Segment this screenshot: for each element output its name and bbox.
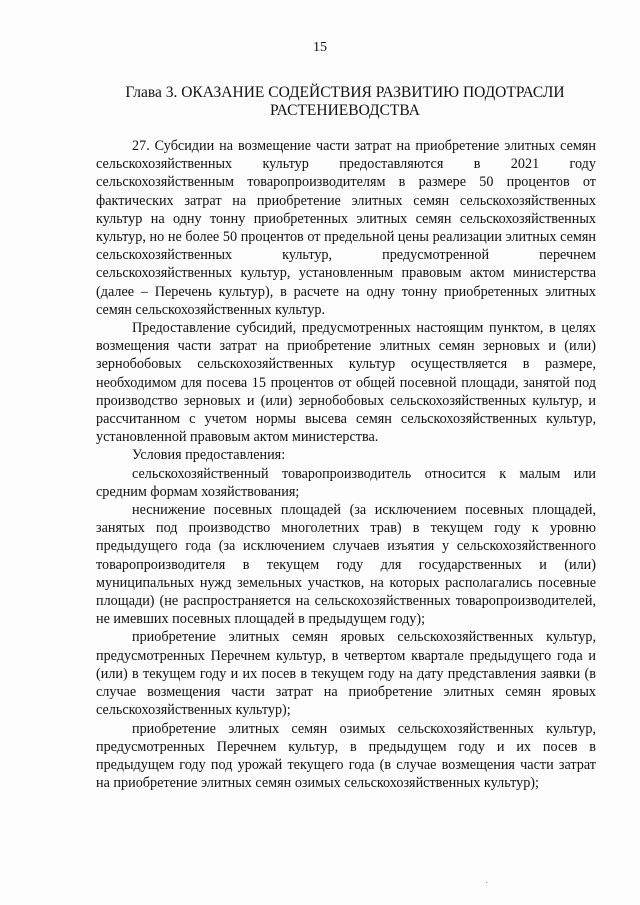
paragraph-subsidy-scope: Предоставление субсидий, предусмотренных настоящим пунктом, в целях возмещения части затрат на приобретение элитных семян зерновых и (или) зернобобовых сельскохозяйственных культур осуществляется в размере, необходимом для посева 15 процентов от общей посевной площади, занятой под производство зерновых и (или) зернобобовых сельскохозяйственных культур, и рассчитанном с учетом нормы высева семян сельскохозяйственных культур, установленной правовым актом министерства. — [96, 320, 596, 446]
paragraph-27: 27. Субсидии на возмещение части затрат на приобретение элитных семян сельскохозяйственных культур предоставляются в 2021 году сельскохозяйственным товаропроизводителям в размере 50 процентов от фактических затрат на приобретение элитных семян сельскохозяйственных культур на одну тонну приобретенных элитных семян сельскохозяйственных культур, но не более 50 процентов от предельной цены реализации элитных семян сельскохозяйственных культур, предусмотренной перечнем сельскохозяйственных культур, установленным правовым актом министерства (далее – Перечень культур), в расчете на одну тонну приобретенных элитных семян сельскохозяйственных культур. — [96, 138, 596, 318]
page-number: 15 — [313, 40, 327, 55]
condition-winter-seeds: приобретение элитных семян озимых сельскохозяйственных культур, предусмотренных Перечнем культур, в предыдущем году и их посев в предыдущем году под урожай текущего года (в случае возмещения части затрат на приобретение элитных семян озимых сельскохозяйственных культур); — [96, 720, 596, 792]
scan-mark: · — [485, 878, 489, 889]
chapter-title-line-2: РАСТЕНИЕВОДСТВА — [270, 102, 420, 119]
condition-no-area-reduction: неснижение посевных площадей (за исключением посевных площадей, занятых под производство многолетних трав) в текущем году к уровню предыдущего года (за исключением случаев изъятия у сельскохозяйственного товаропроизводителя в текущем году для государственных и (или) муниципальных нужд земельных участков, на которых располагались посевные площади) (не распространяется на сельскохозяйственных товаропроизводителей, не имевших посевных площадей в предыдущем году); — [96, 502, 596, 628]
paragraph-conditions-heading: Условия предоставления: — [132, 447, 286, 464]
chapter-title-line-1: Глава 3. ОКАЗАНИЕ СОДЕЙСТВИЯ РАЗВИТИЮ ПОДОТРАСЛИ — [125, 84, 565, 101]
condition-small-medium-business: сельскохозяйственный товаропроизводитель относится к малым или средним формам хозяйствования; — [96, 465, 596, 500]
condition-spring-seeds: приобретение элитных семян яровых сельскохозяйственных культур, предусмотренных Перечнем культур, в четвертом квартале предыдущего года и (или) в текущем году и их посев в текущем году на дату представления заявки (в случае возмещения части затрат на приобретение элитных семян яровых сельскохозяйственных культур); — [96, 629, 596, 719]
chapter-title — [95, 84, 595, 120]
document-body — [96, 137, 596, 792]
